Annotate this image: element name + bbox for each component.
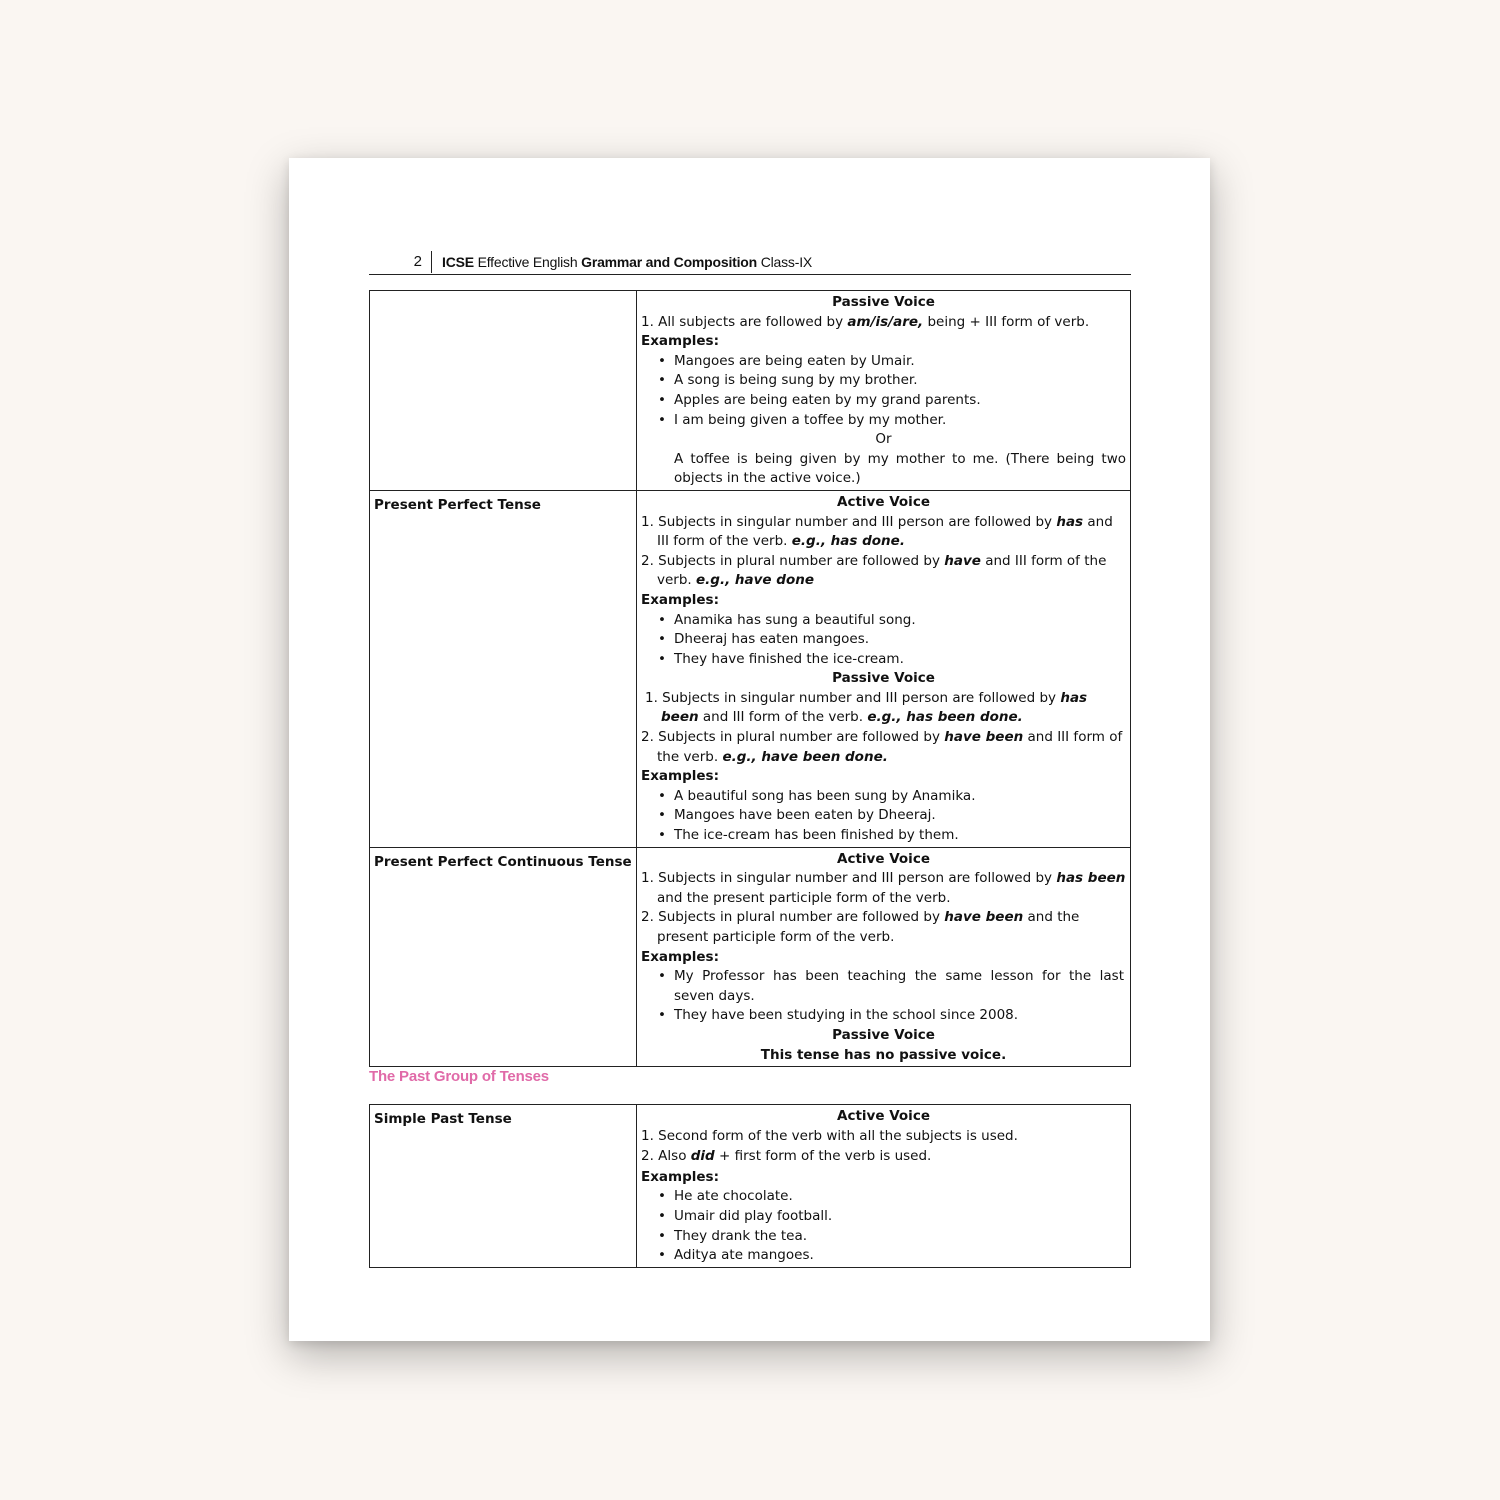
active-voice-heading: Active Voice [837,850,930,867]
rule-emphasis: am/is/are, [847,313,924,330]
rule-text: 1. Subjects in singular number and III person are followed by [645,689,1061,706]
section-title: The Past Group of Tenses [369,1068,549,1085]
list-item: • The ice-cream has been finished by them. [674,826,1126,846]
running-header [369,250,1131,275]
list-item: • My Professor has been teaching the same lesson for the last seven days. [674,967,1126,1006]
rule-text: being + III form of verb. [923,313,1090,330]
rule-text: 2. Subjects in plural number are followed by [641,909,945,926]
examples-label: Examples: [641,333,719,350]
document-page [289,158,1210,1341]
list-item: • Mangoes have been eaten by Dheeraj. [674,806,1126,826]
rule [641,689,1126,728]
list-item: • I am being given a toffee by my mother. [674,411,1126,431]
book-title-part1: Effective English [477,254,578,270]
rule-text: and III form of the verb. [657,513,1113,550]
tense-name-cell: Present Perfect Continuous Tense [370,847,637,1067]
or-separator: Or [875,431,892,448]
passive-voice-heading: Passive Voice [832,1026,935,1043]
list-item: • They have been studying in the school since 2008. [674,1006,1126,1026]
rule-text: 2. Subjects in plural number are followed by [641,552,945,569]
rules-cell [637,291,1131,491]
table-row [370,847,1131,1067]
rule-emphasis: did [690,1148,715,1165]
past-tenses-table [369,1104,1131,1268]
rule [641,313,1126,333]
rule-emphasis: have [944,552,981,569]
rule-text: and III form of the verb. [698,709,868,726]
list-item: • He ate chocolate. [674,1187,1126,1207]
examples-label: Examples: [641,1168,719,1185]
rule-text: and III form of the verb. [657,552,1107,589]
examples-list [641,967,1126,1026]
rule-text: 1. Subjects in singular number and III person are followed by [641,870,1057,887]
rule-text: and III form of the verb. [657,729,1123,765]
list-item: • They have finished the ice-cream. [674,650,1126,670]
passive-voice-heading: Passive Voice [832,670,935,687]
rule-text: + first form of the verb is used. [714,1148,932,1165]
examples-label: Examples: [641,591,719,608]
rule-example: e.g., have been done. [722,748,888,765]
examples-label: Examples: [641,948,719,965]
rule-text: 2. Subjects in plural number are followed by [641,729,945,746]
no-passive-note: This tense has no passive voice. [760,1046,1007,1063]
list-item: • Anamika has sung a beautiful song. [674,611,1126,631]
rule-emphasis: have been [944,909,1024,926]
rule-emphasis: have been [944,729,1024,746]
rule-text: 1. All subjects are followed by [641,313,848,330]
rule-text: and the present participle form of the verb. [657,889,951,906]
rule-example: e.g., has done. [791,533,905,550]
tense-name-cell: Simple Past Tense [370,1105,637,1268]
examples-label: Examples: [641,768,719,785]
list-item: • A beautiful song has been sung by Anamika. [674,787,1126,807]
list-item: • Dheeraj has eaten mangoes. [674,630,1126,650]
active-voice-heading: Active Voice [837,493,930,510]
page-number: 2 [369,251,432,273]
table-row [370,291,1131,491]
list-item: • A song is being sung by my brother. [674,371,1126,391]
extra-example: A toffee is being given by my mother to me. (There being two objects in the active voice.) [674,450,1126,487]
active-voice-heading: Active Voice [837,1108,930,1124]
rule-text: 1. Subjects in singular number and III person are followed by [641,513,1057,530]
rule-emphasis: has [1056,513,1084,530]
examples-list [641,787,1126,846]
examples-list [641,1187,1126,1265]
rule [641,908,1126,947]
rules-cell [637,490,1131,847]
list-item: • Apples are being eaten by my grand parents. [674,391,1126,411]
list-item: • They drank the tea. [674,1227,1126,1247]
list-item: • Mangoes are being eaten by Umair. [674,352,1126,372]
rule-example: e.g., has been done. [867,709,1023,726]
rule [641,1147,1126,1167]
table-row [370,1105,1131,1268]
passive-voice-heading: Passive Voice [832,294,935,310]
examples-list [641,352,1126,430]
tense-name-cell [370,291,637,491]
rule-emphasis: has been [661,689,1088,726]
book-title-part2: Grammar and Composition [581,254,758,270]
list-item: • Umair did play football. [674,1207,1126,1227]
book-series: ICSE [442,254,474,270]
rule [641,869,1126,908]
rule [641,552,1126,591]
tense-name-cell: Present Perfect Tense [370,490,637,847]
rule-example: e.g., have done [696,572,814,589]
rule [641,728,1126,767]
rule-emphasis: has been [1056,870,1126,887]
rule [641,513,1126,552]
table-row [370,490,1131,847]
rules-cell [637,847,1131,1067]
book-title-part3: Class-IX [760,254,813,270]
present-tenses-table [369,290,1131,1067]
rule-text: and the present participle form of the verb. [657,909,1080,945]
list-item: • Aditya ate mangoes. [674,1246,1126,1266]
examples-list [641,611,1126,670]
rules-cell [637,1105,1131,1268]
rule-text: 2. Also [641,1148,691,1165]
book-title [432,251,812,273]
rule: 1. Second form of the verb with all the subjects is used. [641,1127,1018,1144]
